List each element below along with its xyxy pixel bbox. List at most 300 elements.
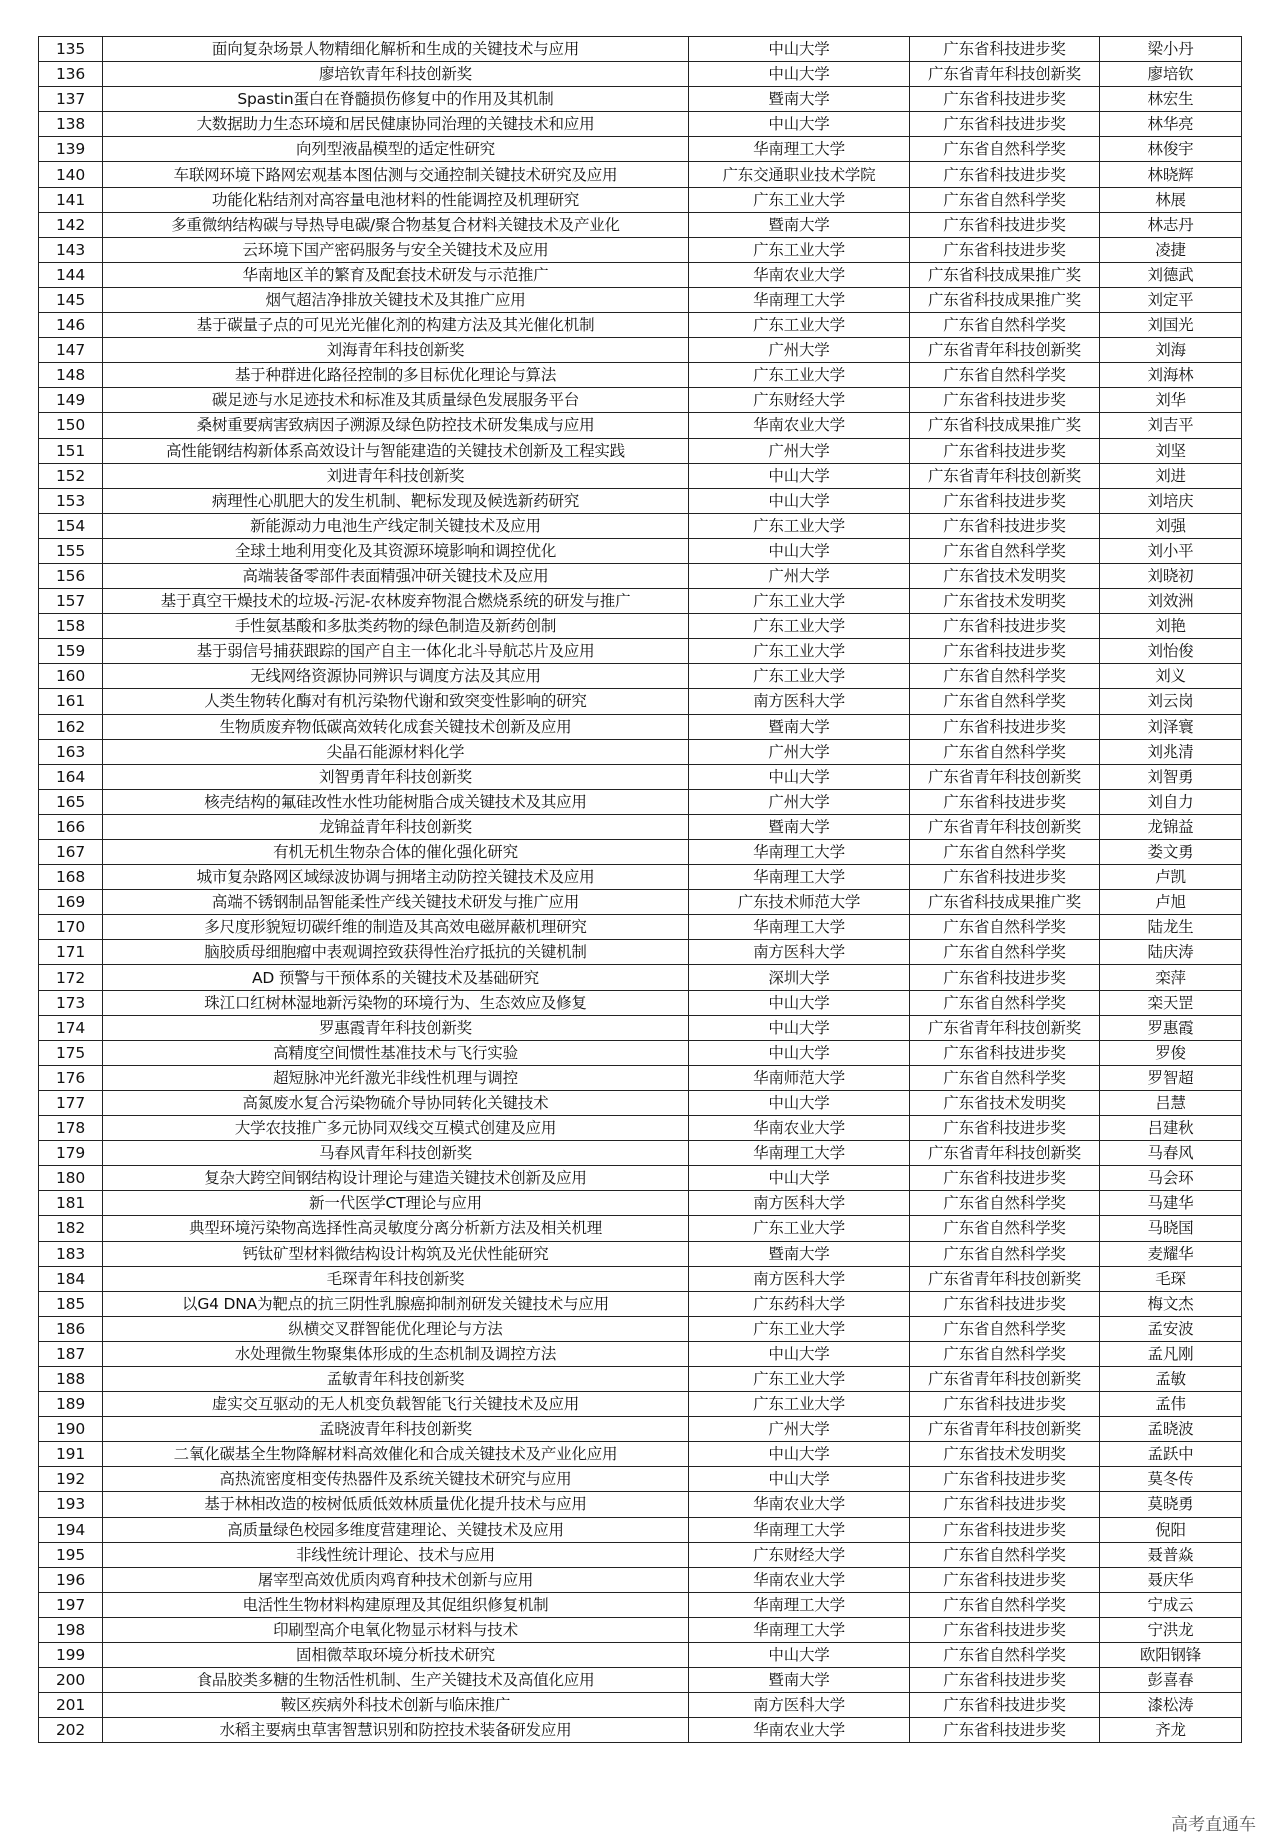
institution: 南方医科大学 [689,1191,910,1216]
row-number: 150 [39,413,103,438]
award-category: 广东省科技进步奖 [910,865,1100,890]
recipient-name: 刘华 [1100,388,1242,413]
table-row [39,1617,1242,1642]
row-number: 186 [39,1316,103,1341]
table-row [39,538,1242,563]
institution: 中山大学 [689,1467,910,1492]
project-title: 新一代医学CT理论与应用 [103,1191,689,1216]
award-category: 广东省自然科学奖 [910,1592,1100,1617]
row-number: 202 [39,1718,103,1743]
award-category: 广东省自然科学奖 [910,538,1100,563]
project-title: 水稻主要病虫草害智慧识别和防控技术装备研发应用 [103,1718,689,1743]
project-title: 病理性心肌肥大的发生机制、靶标发现及候选新药研究 [103,488,689,513]
institution: 华南理工大学 [689,840,910,865]
institution: 华南理工大学 [689,1592,910,1617]
table-row [39,714,1242,739]
row-number: 180 [39,1166,103,1191]
row-number: 183 [39,1241,103,1266]
table-row [39,1266,1242,1291]
project-title: 珠江口红树林湿地新污染物的环境行为、生态效应及修复 [103,990,689,1015]
row-number: 178 [39,1116,103,1141]
award-category: 广东省自然科学奖 [910,940,1100,965]
row-number: 156 [39,563,103,588]
award-category: 广东省科技进步奖 [910,1718,1100,1743]
table-row [39,1366,1242,1391]
row-number: 138 [39,112,103,137]
project-title: 虚实交互驱动的无人机变负载智能飞行关键技术及应用 [103,1392,689,1417]
institution: 深圳大学 [689,965,910,990]
project-title: 向列型液晶模型的适定性研究 [103,137,689,162]
recipient-name: 聂普焱 [1100,1542,1242,1567]
recipient-name: 漆松涛 [1100,1693,1242,1718]
row-number: 163 [39,739,103,764]
award-category: 广东省科技进步奖 [910,1668,1100,1693]
institution: 中山大学 [689,62,910,87]
recipient-name: 彭喜春 [1100,1668,1242,1693]
row-number: 145 [39,287,103,312]
award-category: 广东省自然科学奖 [910,187,1100,212]
award-category: 广东省青年科技创新奖 [910,1015,1100,1040]
project-title: 云环境下国产密码服务与安全关键技术及应用 [103,237,689,262]
project-title: 多重微纳结构碳与导热导电碳/聚合物基复合材料关键技术及产业化 [103,212,689,237]
institution: 广东工业大学 [689,1392,910,1417]
institution: 华南理工大学 [689,915,910,940]
table-row [39,1040,1242,1065]
institution: 华南农业大学 [689,1718,910,1743]
recipient-name: 马建华 [1100,1191,1242,1216]
table-row [39,1341,1242,1366]
institution: 中山大学 [689,1442,910,1467]
institution: 广东工业大学 [689,1216,910,1241]
institution: 中山大学 [689,538,910,563]
table-row [39,463,1242,488]
award-category: 广东省自然科学奖 [910,1191,1100,1216]
award-category: 广东省青年科技创新奖 [910,764,1100,789]
table-row [39,62,1242,87]
project-title: 碳足迹与水足迹技术和标准及其质量绿色发展服务平台 [103,388,689,413]
recipient-name: 马晓国 [1100,1216,1242,1241]
project-title: 鞍区疾病外科技术创新与临床推广 [103,1693,689,1718]
row-number: 164 [39,764,103,789]
project-title: Spastin蛋白在脊髓损伤修复中的作用及其机制 [103,87,689,112]
institution: 华南理工大学 [689,287,910,312]
institution: 广东工业大学 [689,589,910,614]
recipient-name: 刘培庆 [1100,488,1242,513]
institution: 暨南大学 [689,1241,910,1266]
project-title: 龙锦益青年科技创新奖 [103,814,689,839]
row-number: 191 [39,1442,103,1467]
project-title: 核壳结构的氟硅改性水性功能树脂合成关键技术及其应用 [103,789,689,814]
awards-table [38,36,1242,1743]
row-number: 166 [39,814,103,839]
project-title: 固相微萃取环境分析技术研究 [103,1643,689,1668]
institution: 广东交通职业技术学院 [689,162,910,187]
table-row [39,639,1242,664]
recipient-name: 娄文勇 [1100,840,1242,865]
recipient-name: 陆庆涛 [1100,940,1242,965]
table-row [39,940,1242,965]
institution: 中山大学 [689,764,910,789]
project-title: 复杂大跨空间钢结构设计理论与建造关键技术创新及应用 [103,1166,689,1191]
institution: 中山大学 [689,37,910,62]
table-row [39,1291,1242,1316]
award-category: 广东省科技成果推广奖 [910,890,1100,915]
recipient-name: 卢凯 [1100,865,1242,890]
project-title: 以G4 DNA为靶点的抗三阴性乳腺癌抑制剂研发关键技术与应用 [103,1291,689,1316]
table-row [39,1668,1242,1693]
project-title: 刘智勇青年科技创新奖 [103,764,689,789]
project-title: 功能化粘结剂对高容量电池材料的性能调控及机理研究 [103,187,689,212]
award-category: 广东省科技进步奖 [910,237,1100,262]
recipient-name: 莫晓勇 [1100,1492,1242,1517]
recipient-name: 刘自力 [1100,789,1242,814]
project-title: 大数据助力生态环境和居民健康协同治理的关键技术和应用 [103,112,689,137]
table-row [39,313,1242,338]
institution: 中山大学 [689,1015,910,1040]
row-number: 190 [39,1417,103,1442]
row-number: 176 [39,1065,103,1090]
institution: 华南农业大学 [689,1116,910,1141]
institution: 华南理工大学 [689,1141,910,1166]
project-title: 大学农技推广多元协同双线交互模式创建及应用 [103,1116,689,1141]
institution: 暨南大学 [689,212,910,237]
institution: 华南师范大学 [689,1065,910,1090]
award-category: 广东省青年科技创新奖 [910,338,1100,363]
recipient-name: 刘定平 [1100,287,1242,312]
institution: 华南理工大学 [689,1517,910,1542]
recipient-name: 林宏生 [1100,87,1242,112]
project-title: 手性氨基酸和多肽类药物的绿色制造及新药创制 [103,614,689,639]
institution: 广东技术师范大学 [689,890,910,915]
institution: 中山大学 [689,990,910,1015]
project-title: 毛琛青年科技创新奖 [103,1266,689,1291]
project-title: 面向复杂场景人物精细化解析和生成的关键技术与应用 [103,37,689,62]
row-number: 151 [39,438,103,463]
row-number: 158 [39,614,103,639]
award-category: 广东省科技进步奖 [910,513,1100,538]
row-number: 154 [39,513,103,538]
award-category: 广东省科技进步奖 [910,438,1100,463]
table-row [39,87,1242,112]
institution: 广东工业大学 [689,1366,910,1391]
recipient-name: 刘小平 [1100,538,1242,563]
institution: 中山大学 [689,463,910,488]
award-category: 广东省自然科学奖 [910,1341,1100,1366]
project-title: 桑树重要病害致病因子溯源及绿色防控技术研发集成与应用 [103,413,689,438]
project-title: 有机无机生物杂合体的催化强化研究 [103,840,689,865]
table-row [39,1166,1242,1191]
row-number: 135 [39,37,103,62]
project-title: 基于种群进化路径控制的多目标优化理论与算法 [103,363,689,388]
institution: 广东工业大学 [689,639,910,664]
project-title: 高性能钢结构新体系高效设计与智能建造的关键技术创新及工程实践 [103,438,689,463]
recipient-name: 倪阳 [1100,1517,1242,1542]
row-number: 149 [39,388,103,413]
institution: 广东财经大学 [689,1542,910,1567]
project-title: 基于碳量子点的可见光光催化剂的构建方法及其光催化机制 [103,313,689,338]
recipient-name: 孟凡刚 [1100,1341,1242,1366]
recipient-name: 林华亮 [1100,112,1242,137]
institution: 暨南大学 [689,1668,910,1693]
institution: 广州大学 [689,1417,910,1442]
award-category: 广东省自然科学奖 [910,1542,1100,1567]
institution: 中山大学 [689,1643,910,1668]
row-number: 182 [39,1216,103,1241]
table-row [39,689,1242,714]
project-title: 廖培钦青年科技创新奖 [103,62,689,87]
project-title: 尖晶石能源材料化学 [103,739,689,764]
row-number: 147 [39,338,103,363]
institution: 中山大学 [689,1341,910,1366]
table-row [39,162,1242,187]
row-number: 197 [39,1592,103,1617]
award-category: 广东省科技进步奖 [910,1693,1100,1718]
recipient-name: 孟晓波 [1100,1417,1242,1442]
project-title: 全球土地利用变化及其资源环境影响和调控优化 [103,538,689,563]
award-category: 广东省科技进步奖 [910,1617,1100,1642]
recipient-name: 梁小丹 [1100,37,1242,62]
institution: 暨南大学 [689,814,910,839]
row-number: 169 [39,890,103,915]
project-title: 高端不锈钢制品智能柔性产线关键技术研发与推广应用 [103,890,689,915]
award-category: 广东省技术发明奖 [910,589,1100,614]
row-number: 153 [39,488,103,513]
institution: 华南农业大学 [689,1567,910,1592]
project-title: 典型环境污染物高选择性高灵敏度分离分析新方法及相关机理 [103,1216,689,1241]
project-title: 基于林相改造的桉树低质低效林质量优化提升技术与应用 [103,1492,689,1517]
row-number: 159 [39,639,103,664]
row-number: 136 [39,62,103,87]
institution: 华南理工大学 [689,137,910,162]
award-category: 广东省自然科学奖 [910,1216,1100,1241]
recipient-name: 麦耀华 [1100,1241,1242,1266]
awards-table-body [39,37,1242,1743]
row-number: 146 [39,313,103,338]
table-row [39,814,1242,839]
table-row [39,1116,1242,1141]
row-number: 188 [39,1366,103,1391]
row-number: 187 [39,1341,103,1366]
institution: 广州大学 [689,438,910,463]
row-number: 142 [39,212,103,237]
row-number: 199 [39,1643,103,1668]
project-title: 高质量绿色校园多维度营建理论、关键技术及应用 [103,1517,689,1542]
award-category: 广东省青年科技创新奖 [910,1266,1100,1291]
row-number: 160 [39,664,103,689]
table-row [39,1065,1242,1090]
institution: 中山大学 [689,1090,910,1115]
project-title: 孟晓波青年科技创新奖 [103,1417,689,1442]
recipient-name: 刘云岗 [1100,689,1242,714]
award-category: 广东省科技进步奖 [910,639,1100,664]
recipient-name: 刘怡俊 [1100,639,1242,664]
row-number: 179 [39,1141,103,1166]
row-number: 185 [39,1291,103,1316]
project-title: 高精度空间惯性基准技术与飞行实验 [103,1040,689,1065]
award-category: 广东省科技进步奖 [910,1517,1100,1542]
project-title: 多尺度形貌短切碳纤维的制造及其高效电磁屏蔽机理研究 [103,915,689,940]
row-number: 165 [39,789,103,814]
award-category: 广东省科技进步奖 [910,714,1100,739]
project-title: 食品胶类多糖的生物活性机制、生产关键技术及高值化应用 [103,1668,689,1693]
row-number: 170 [39,915,103,940]
recipient-name: 刘晓初 [1100,563,1242,588]
award-category: 广东省科技成果推广奖 [910,413,1100,438]
table-row [39,563,1242,588]
project-title: 屠宰型高效优质肉鸡育种技术创新与应用 [103,1567,689,1592]
award-category: 广东省科技进步奖 [910,388,1100,413]
recipient-name: 刘海 [1100,338,1242,363]
award-category: 广东省科技进步奖 [910,212,1100,237]
award-category: 广东省科技进步奖 [910,1166,1100,1191]
recipient-name: 欧阳钢锋 [1100,1643,1242,1668]
table-row [39,1542,1242,1567]
project-title: 马春风青年科技创新奖 [103,1141,689,1166]
award-category: 广东省科技进步奖 [910,614,1100,639]
institution: 暨南大学 [689,87,910,112]
table-row [39,915,1242,940]
row-number: 157 [39,589,103,614]
recipient-name: 马春风 [1100,1141,1242,1166]
row-number: 192 [39,1467,103,1492]
row-number: 168 [39,865,103,890]
recipient-name: 刘坚 [1100,438,1242,463]
recipient-name: 吕建秋 [1100,1116,1242,1141]
recipient-name: 刘智勇 [1100,764,1242,789]
row-number: 161 [39,689,103,714]
award-category: 广东省科技进步奖 [910,488,1100,513]
institution: 广州大学 [689,563,910,588]
institution: 广东药科大学 [689,1291,910,1316]
award-category: 广东省技术发明奖 [910,1090,1100,1115]
project-title: 孟敏青年科技创新奖 [103,1366,689,1391]
recipient-name: 刘进 [1100,463,1242,488]
project-title: 脑胶质母细胞瘤中表观调控致获得性治疗抵抗的关键机制 [103,940,689,965]
award-category: 广东省自然科学奖 [910,1316,1100,1341]
table-row [39,1517,1242,1542]
institution: 南方医科大学 [689,1693,910,1718]
table-row [39,1467,1242,1492]
table-row [39,1492,1242,1517]
project-title: 水处理微生物聚集体形成的生态机制及调控方法 [103,1341,689,1366]
award-category: 广东省青年科技创新奖 [910,1417,1100,1442]
recipient-name: 刘义 [1100,664,1242,689]
project-title: 高氮废水复合污染物硫介导协同转化关键技术 [103,1090,689,1115]
institution: 暨南大学 [689,714,910,739]
award-category: 广东省科技进步奖 [910,112,1100,137]
recipient-name: 林晓辉 [1100,162,1242,187]
table-row [39,237,1242,262]
award-category: 广东省科技成果推广奖 [910,287,1100,312]
row-number: 139 [39,137,103,162]
table-row [39,664,1242,689]
recipient-name: 刘泽寰 [1100,714,1242,739]
institution: 广东工业大学 [689,664,910,689]
table-row [39,1141,1242,1166]
award-category: 广东省科技进步奖 [910,1291,1100,1316]
project-title: 罗惠霞青年科技创新奖 [103,1015,689,1040]
project-title: 超短脉冲光纤激光非线性机理与调控 [103,1065,689,1090]
project-title: 华南地区羊的繁育及配套技术研发与示范推广 [103,262,689,287]
recipient-name: 梅文杰 [1100,1291,1242,1316]
recipient-name: 凌捷 [1100,237,1242,262]
award-category: 广东省科技进步奖 [910,87,1100,112]
row-number: 174 [39,1015,103,1040]
award-category: 广东省青年科技创新奖 [910,1366,1100,1391]
project-title: 纵横交叉群智能优化理论与方法 [103,1316,689,1341]
award-category: 广东省科技进步奖 [910,1567,1100,1592]
row-number: 162 [39,714,103,739]
institution: 华南理工大学 [689,1617,910,1642]
table-row [39,1191,1242,1216]
table-row [39,990,1242,1015]
table-row [39,1216,1242,1241]
table-row [39,614,1242,639]
award-category: 广东省青年科技创新奖 [910,1141,1100,1166]
project-title: 无线网络资源协同辨识与调度方法及其应用 [103,664,689,689]
recipient-name: 孟敏 [1100,1366,1242,1391]
institution: 中山大学 [689,488,910,513]
row-number: 201 [39,1693,103,1718]
watermark-text: 高考直通车 [1171,1815,1256,1835]
row-number: 195 [39,1542,103,1567]
recipient-name: 莫冬传 [1100,1467,1242,1492]
institution: 广州大学 [689,789,910,814]
recipient-name: 刘艳 [1100,614,1242,639]
table-row [39,212,1242,237]
table-row [39,1643,1242,1668]
project-title: 二氧化碳基全生物降解材料高效催化和合成关键技术及产业化应用 [103,1442,689,1467]
institution: 中山大学 [689,1040,910,1065]
award-category: 广东省自然科学奖 [910,1241,1100,1266]
project-title: 人类生物转化酶对有机污染物代谢和致突变性影响的研究 [103,689,689,714]
institution: 广东工业大学 [689,363,910,388]
table-row [39,112,1242,137]
row-number: 198 [39,1617,103,1642]
award-category: 广东省青年科技创新奖 [910,463,1100,488]
table-row [39,438,1242,463]
recipient-name: 罗俊 [1100,1040,1242,1065]
institution: 广东工业大学 [689,237,910,262]
award-category: 广东省技术发明奖 [910,563,1100,588]
institution: 广州大学 [689,739,910,764]
table-row [39,1241,1242,1266]
award-category: 广东省科技进步奖 [910,1040,1100,1065]
project-title: AD 预警与干预体系的关键技术及基础研究 [103,965,689,990]
award-category: 广东省科技进步奖 [910,965,1100,990]
table-row [39,363,1242,388]
recipient-name: 刘兆清 [1100,739,1242,764]
institution: 南方医科大学 [689,940,910,965]
award-category: 广东省科技进步奖 [910,162,1100,187]
award-category: 广东省自然科学奖 [910,137,1100,162]
table-row [39,1567,1242,1592]
award-category: 广东省自然科学奖 [910,840,1100,865]
project-title: 车联网环境下路网宏观基本图估测与交通控制关键技术研究及应用 [103,162,689,187]
project-title: 城市复杂路网区域绿波协调与拥堵主动防控关键技术及应用 [103,865,689,890]
recipient-name: 栾天罡 [1100,990,1242,1015]
recipient-name: 聂庆华 [1100,1567,1242,1592]
project-title: 基于弱信号捕获跟踪的国产自主一体化北斗导航芯片及应用 [103,639,689,664]
award-category: 广东省青年科技创新奖 [910,62,1100,87]
project-title: 钙钛矿型材料微结构设计构筑及光伏性能研究 [103,1241,689,1266]
recipient-name: 吕慧 [1100,1090,1242,1115]
recipient-name: 毛琛 [1100,1266,1242,1291]
project-title: 新能源动力电池生产线定制关键技术及应用 [103,513,689,538]
award-category: 广东省自然科学奖 [910,1643,1100,1668]
recipient-name: 陆龙生 [1100,915,1242,940]
recipient-name: 孟伟 [1100,1392,1242,1417]
